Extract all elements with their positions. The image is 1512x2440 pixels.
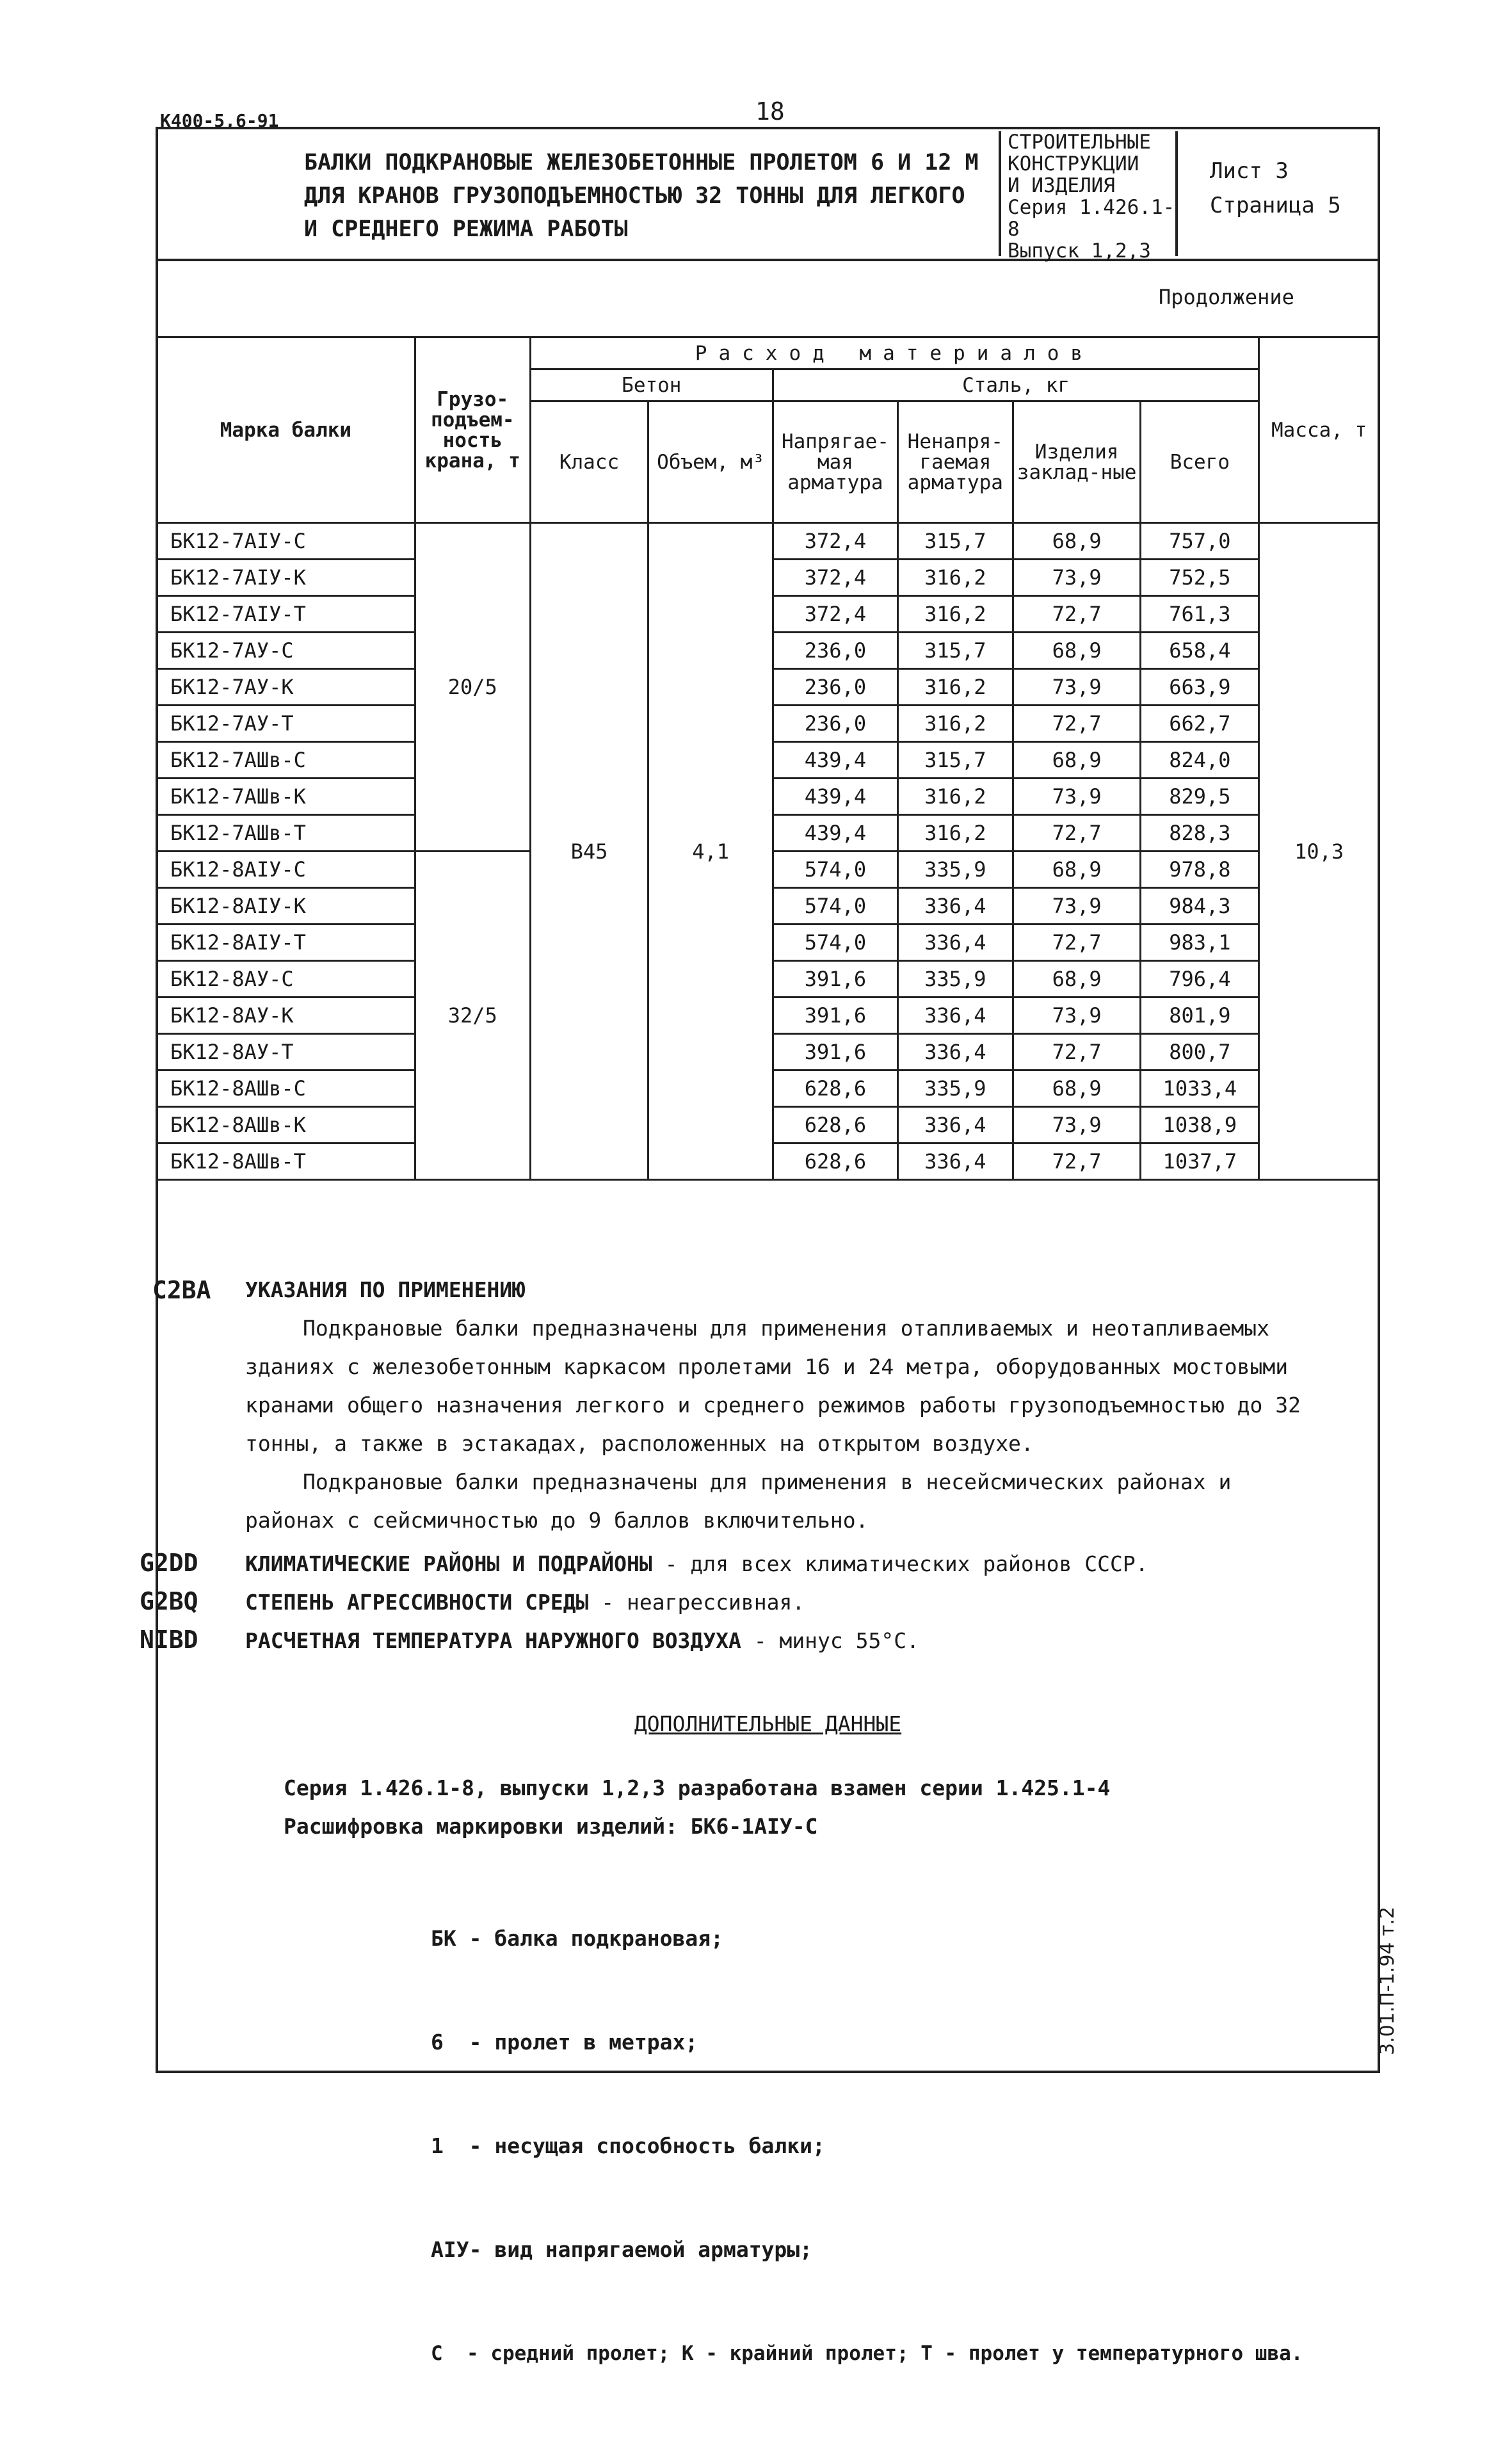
capacity-cell: 32/5	[415, 852, 530, 1180]
prestressed-cell: 628,6	[773, 1107, 897, 1143]
mark-cell: БК12-8АIУ-Т	[157, 925, 415, 961]
document-title: БАЛКИ ПОДКРАНОВЫЕ ЖЕЛЕЗОБЕТОННЫЕ ПРОЛЕТОМ 6 И 12 М ДЛЯ КРАНОВ ГРУЗОПОДЪЕМНОСТЬЮ 32 ТОННЫ ДЛЯ ЛЕГКОГО И СРЕДНЕГО РЕЖИМА РАБОТЫ	[304, 150, 979, 242]
prestressed-cell: 574,0	[773, 888, 897, 925]
nonprestressed-cell: 335,9	[897, 961, 1013, 998]
embedded-cell: 72,7	[1013, 815, 1141, 852]
nonprestressed-cell: 316,2	[897, 560, 1013, 596]
prestressed-cell: 236,0	[773, 669, 897, 706]
nonprestressed-cell: 315,7	[897, 742, 1013, 779]
prestressed-cell: 574,0	[773, 852, 897, 888]
mark-cell: БК12-7АIУ-С	[157, 523, 415, 560]
series-line: Выпуск 1,2,3	[1008, 239, 1151, 263]
nonprestressed-cell: 336,4	[897, 1107, 1013, 1143]
total-cell: 800,7	[1141, 1034, 1259, 1071]
col-class-header: Класс	[530, 401, 648, 523]
total-cell: 984,3	[1141, 888, 1259, 925]
mark-cell: БК12-8АIУ-С	[157, 852, 415, 888]
embedded-cell: 73,9	[1013, 998, 1141, 1034]
nonprestressed-cell: 316,2	[897, 706, 1013, 742]
code-c2ba: С2ВА	[152, 1276, 211, 1304]
embedded-cell: 68,9	[1013, 742, 1141, 779]
col-mark-header: Марка балки	[157, 337, 415, 523]
total-cell: 658,4	[1141, 633, 1259, 669]
prestressed-cell: 439,4	[773, 815, 897, 852]
nonprestressed-cell: 336,4	[897, 925, 1013, 961]
code-g2bq: G2BQ	[140, 1587, 198, 1615]
mark-cell: БК12-8АУ-С	[157, 961, 415, 998]
mark-cell: БК12-7АIУ-К	[157, 560, 415, 596]
col-capacity-header: Грузо-подъем-ность крана, т	[415, 337, 530, 523]
heading-application: УКАЗАНИЯ ПО ПРИМЕНЕНИЮ	[245, 1277, 526, 1302]
mark-cell: БК12-7АIУ-Т	[157, 596, 415, 633]
col-concrete-header: Бетон	[530, 369, 773, 401]
prestressed-cell: 574,0	[773, 925, 897, 961]
text-temperature: - минус 55°С.	[741, 1628, 919, 1653]
document-code: К400-5,6-91	[160, 110, 279, 131]
total-cell: 761,3	[1141, 596, 1259, 633]
embedded-cell: 68,9	[1013, 961, 1141, 998]
mark-cell: БК12-8АУ-К	[157, 998, 415, 1034]
mark-cell: БК12-7АШв-Т	[157, 815, 415, 852]
total-cell: 828,3	[1141, 815, 1259, 852]
series-line: СТРОИТЕЛЬНЫЕ	[1008, 131, 1151, 154]
legend-item: С - средний пролет; К - крайний пролет; Т - пролет у температурного шва.	[431, 2342, 1303, 2365]
total-cell: 796,4	[1141, 961, 1259, 998]
sheet-page: Страница 5	[1210, 193, 1341, 218]
code-nibd: NIBD	[140, 1626, 198, 1654]
paragraph-application: Подкрановые балки предназначены для применения отапливаемых и неотапливаемых зданиях с железобетонным каркасом пролетами 16 и 24 метра, оборудованных мостовыми кранами общего назначения легкого и среднего режимов работы грузоподъемностью до 32 тонны, а также в эстакадах, расположенных на открытом воздухе.	[245, 1316, 1301, 1456]
col-materials-header: Расход материалов	[530, 337, 1259, 369]
heading-climate: КЛИМАТИЧЕСКИЕ РАЙОНЫ И ПОДРАЙОНЫ	[245, 1551, 652, 1576]
nonprestressed-cell: 316,2	[897, 779, 1013, 815]
prestressed-cell: 391,6	[773, 961, 897, 998]
total-cell: 983,1	[1141, 925, 1259, 961]
prestressed-cell: 372,4	[773, 596, 897, 633]
series-box	[999, 131, 1178, 263]
legend-item: АIУ- вид напрягаемой арматуры;	[431, 2237, 813, 2262]
prestressed-cell: 439,4	[773, 742, 897, 779]
extra-heading: ДОПОЛНИТЕЛЬНЫЕ ДАННЫЕ	[634, 1711, 902, 1736]
side-stamp: 3.01.П-1.94 т.2	[1376, 1906, 1399, 2055]
total-cell: 1033,4	[1141, 1071, 1259, 1107]
materials-table	[156, 336, 1380, 1181]
mark-cell: БК12-7АУ-К	[157, 669, 415, 706]
prestressed-cell: 628,6	[773, 1071, 897, 1107]
concrete-volume-cell: 4,1	[648, 523, 773, 1180]
page-number: 18	[755, 97, 785, 125]
total-cell: 978,8	[1141, 852, 1259, 888]
marking-legend	[156, 1852, 1380, 2440]
embedded-cell: 72,7	[1013, 925, 1141, 961]
prestressed-cell: 236,0	[773, 706, 897, 742]
extra-marking: Расшифровка маркировки изделий: БК6-1АIУ-С	[284, 1814, 818, 1839]
prestressed-cell: 391,6	[773, 1034, 897, 1071]
text-climate: - для всех климатических районов СССР.	[652, 1551, 1148, 1576]
mark-cell: БК12-8АШв-Т	[157, 1143, 415, 1180]
embedded-cell: 72,7	[1013, 1143, 1141, 1180]
nonprestressed-cell: 316,2	[897, 669, 1013, 706]
sheet-number: Лист 3	[1210, 158, 1289, 184]
col-prestressed-header: Напрягае-мая арматура	[773, 401, 897, 523]
nonprestressed-cell: 336,4	[897, 1143, 1013, 1180]
col-mass-header: Масса, т	[1259, 337, 1379, 523]
nonprestressed-cell: 315,7	[897, 633, 1013, 669]
embedded-cell: 73,9	[1013, 779, 1141, 815]
total-cell: 1038,9	[1141, 1107, 1259, 1143]
mark-cell: БК12-7АШв-С	[157, 742, 415, 779]
prestressed-cell: 391,6	[773, 998, 897, 1034]
nonprestressed-cell: 315,7	[897, 523, 1013, 560]
col-embedded-header: Изделия заклад-ные	[1013, 401, 1141, 523]
prestressed-cell: 628,6	[773, 1143, 897, 1180]
total-cell: 801,9	[1141, 998, 1259, 1034]
legend-item: БК - балка подкрановая;	[431, 1926, 723, 1951]
heading-aggressiveness: СТЕПЕНЬ АГРЕССИВНОСТИ СРЕДЫ	[245, 1590, 589, 1615]
embedded-cell: 68,9	[1013, 1071, 1141, 1107]
total-cell: 1037,7	[1141, 1143, 1259, 1180]
paragraph-seismic: Подкрановые балки предназначены для применения в несейсмических районах и районах с сейсмичностью до 9 баллов включительно.	[245, 1469, 1232, 1533]
col-volume-header: Объем, м³	[648, 401, 773, 523]
series-line: КОНСТРУКЦИИ	[1008, 152, 1139, 175]
prestressed-cell: 372,4	[773, 560, 897, 596]
embedded-cell: 72,7	[1013, 1034, 1141, 1071]
legend-item: 6 - пролет в метрах;	[431, 2030, 698, 2055]
nonprestressed-cell: 336,4	[897, 1034, 1013, 1071]
total-cell: 662,7	[1141, 706, 1259, 742]
mass-cell: 10,3	[1259, 523, 1379, 1180]
col-nonprestressed-header: Ненапря-гаемая арматура	[897, 401, 1013, 523]
nonprestressed-cell: 336,4	[897, 998, 1013, 1034]
mark-cell: БК12-8АШв-С	[157, 1071, 415, 1107]
code-g2dd: G2DD	[140, 1549, 198, 1577]
mark-cell: БК12-7АУ-С	[157, 633, 415, 669]
embedded-cell: 72,7	[1013, 706, 1141, 742]
series-line: Серия 1.426.1-8	[1008, 196, 1175, 241]
prestressed-cell: 439,4	[773, 779, 897, 815]
extra-series: Серия 1.426.1-8, выпуски 1,2,3 разработана взамен серии 1.425.1-4	[284, 1775, 1111, 1800]
mark-cell: БК12-8АУ-Т	[157, 1034, 415, 1071]
embedded-cell: 68,9	[1013, 633, 1141, 669]
col-total-header: Всего	[1141, 401, 1259, 523]
sheet-info	[1210, 154, 1341, 223]
capacity-cell: 20/5	[415, 523, 530, 852]
table-row	[157, 523, 1379, 560]
nonprestressed-cell: 335,9	[897, 1071, 1013, 1107]
col-steel-header: Сталь, кг	[773, 369, 1259, 401]
embedded-cell: 68,9	[1013, 852, 1141, 888]
mark-cell: БК12-8АШв-К	[157, 1107, 415, 1143]
prestressed-cell: 372,4	[773, 523, 897, 560]
embedded-cell: 72,7	[1013, 596, 1141, 633]
continuation-label: Продолжение	[1159, 285, 1294, 309]
total-cell: 752,5	[1141, 560, 1259, 596]
legend-item: 1 - несущая способность балки;	[431, 2133, 825, 2158]
heading-temperature: РАСЧЕТНАЯ ТЕМПЕРАТУРА НАРУЖНОГО ВОЗДУХА	[245, 1628, 741, 1653]
total-cell: 829,5	[1141, 779, 1259, 815]
nonprestressed-cell: 335,9	[897, 852, 1013, 888]
embedded-cell: 73,9	[1013, 888, 1141, 925]
embedded-cell: 68,9	[1013, 523, 1141, 560]
nonprestressed-cell: 316,2	[897, 815, 1013, 852]
prestressed-cell: 236,0	[773, 633, 897, 669]
nonprestressed-cell: 316,2	[897, 596, 1013, 633]
total-cell: 824,0	[1141, 742, 1259, 779]
mark-cell: БК12-7АУ-Т	[157, 706, 415, 742]
nonprestressed-cell: 336,4	[897, 888, 1013, 925]
mark-cell: БК12-7АШв-К	[157, 779, 415, 815]
mark-cell: БК12-8АIУ-К	[157, 888, 415, 925]
series-line: И ИЗДЕЛИЯ	[1008, 174, 1115, 197]
total-cell: 757,0	[1141, 523, 1259, 560]
notes-section	[140, 1271, 1380, 2440]
embedded-cell: 73,9	[1013, 560, 1141, 596]
embedded-cell: 73,9	[1013, 669, 1141, 706]
embedded-cell: 73,9	[1013, 1107, 1141, 1143]
text-aggressiveness: - неагрессивная.	[588, 1590, 805, 1615]
concrete-class-cell: В45	[530, 523, 648, 1180]
total-cell: 663,9	[1141, 669, 1259, 706]
